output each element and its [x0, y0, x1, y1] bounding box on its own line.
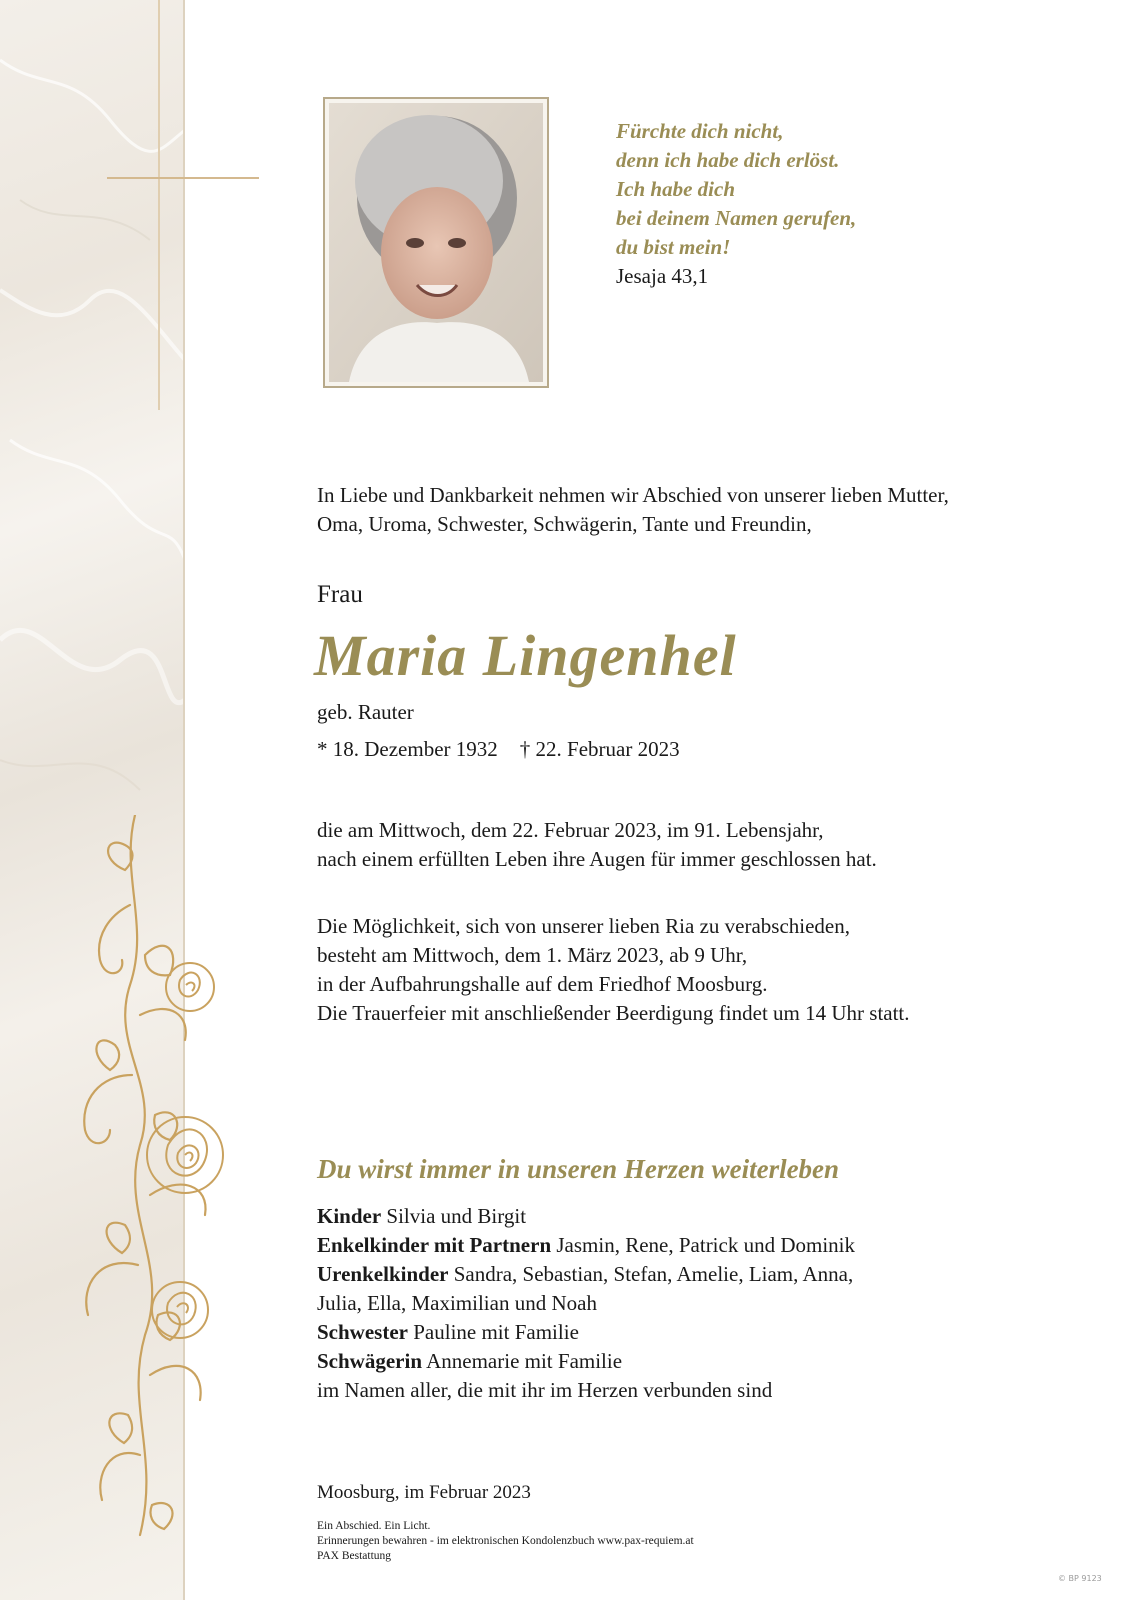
family-names: Sandra, Sebastian, Stefan, Amelie, Liam, Anna,: [453, 1262, 854, 1286]
family-label: Enkelkinder mit Partnern: [317, 1233, 552, 1257]
farewell-text: [317, 912, 1077, 1028]
family-names: Jasmin, Rene, Patrick und Dominik: [556, 1233, 856, 1257]
family-label: Schwägerin: [317, 1349, 422, 1373]
birth-date: * 18. Dezember 1932: [317, 737, 498, 761]
family-row: [317, 1318, 1077, 1347]
family-row: [317, 1260, 1077, 1289]
print-code: © BP 9123: [1058, 1574, 1102, 1583]
family-names: Annemarie mit Familie: [426, 1349, 623, 1373]
family-row: [317, 1202, 1077, 1231]
deceased-title: Frau: [317, 581, 363, 608]
verse-line: du bist mein!: [616, 235, 731, 259]
place-date: Moosburg, im Februar 2023: [317, 1482, 531, 1503]
deceased-name: Maria Lingenhel: [314, 623, 737, 688]
family-label: Kinder: [317, 1204, 382, 1228]
passing-text: [317, 816, 1077, 874]
memorial-heading: Du wirst immer in unseren Herzen weiterleben: [317, 1154, 840, 1184]
family-label: Urenkelkinder: [317, 1262, 449, 1286]
verse-line: denn ich habe dich erlöst.: [616, 148, 840, 172]
portrait-photo: [329, 103, 543, 382]
verse-reference: Jesaja 43,1: [616, 264, 709, 288]
family-row: [317, 1347, 1077, 1376]
cross-vertical-line: [158, 0, 160, 410]
portrait-frame: [323, 97, 549, 388]
footer-line: Ein Abschied. Ein Licht.: [317, 1520, 431, 1532]
footer-line: Erinnerungen bewahren - im elektronischen Kondolenzbuch www.pax-requiem.at: [317, 1535, 694, 1547]
verse-line: Fürchte dich nicht,: [616, 119, 784, 143]
rose-vine-illustration: [40, 815, 240, 1575]
maiden-name: geb. Rauter: [317, 700, 414, 724]
family-names: Silvia und Birgit: [386, 1204, 527, 1228]
life-dates: [317, 735, 1077, 764]
footer: [317, 1519, 694, 1564]
verse-line: bei deinem Namen gerufen,: [616, 206, 857, 230]
intro-line: In Liebe und Dankbarkeit nehmen wir Abschied von unserer lieben Mutter,: [317, 483, 949, 507]
farewell-line: in der Aufbahrungshalle auf dem Friedhof Moosburg.: [317, 972, 768, 996]
farewell-line: besteht am Mittwoch, dem 1. März 2023, ab 9 Uhr,: [317, 943, 748, 967]
family-list: [317, 1202, 1077, 1405]
family-row: [317, 1231, 1077, 1260]
farewell-line: Die Trauerfeier mit anschließender Beerdigung findet um 14 Uhr statt.: [317, 1001, 910, 1025]
intro-text: [317, 481, 1077, 539]
family-label: Schwester: [317, 1320, 408, 1344]
family-row: Julia, Ella, Maximilian und Noah: [317, 1291, 597, 1315]
family-closing: im Namen aller, die mit ihr im Herzen verbunden sind: [317, 1378, 773, 1402]
bible-verse: [616, 117, 956, 291]
passing-line: nach einem erfüllten Leben ihre Augen für immer geschlossen hat.: [317, 847, 877, 871]
cross-bar-line: [107, 177, 259, 179]
passing-line: die am Mittwoch, dem 22. Februar 2023, im 91. Lebensjahr,: [317, 818, 824, 842]
farewell-line: Die Möglichkeit, sich von unserer lieben Ria zu verabschieden,: [317, 914, 850, 938]
death-date: † 22. Februar 2023: [519, 737, 680, 761]
verse-line: Ich habe dich: [616, 177, 736, 201]
footer-line: PAX Bestattung: [317, 1550, 392, 1562]
portrait-image: [329, 103, 543, 382]
intro-line: Oma, Uroma, Schwester, Schwägerin, Tante und Freundin,: [317, 512, 812, 536]
family-names: Pauline mit Familie: [413, 1320, 579, 1344]
